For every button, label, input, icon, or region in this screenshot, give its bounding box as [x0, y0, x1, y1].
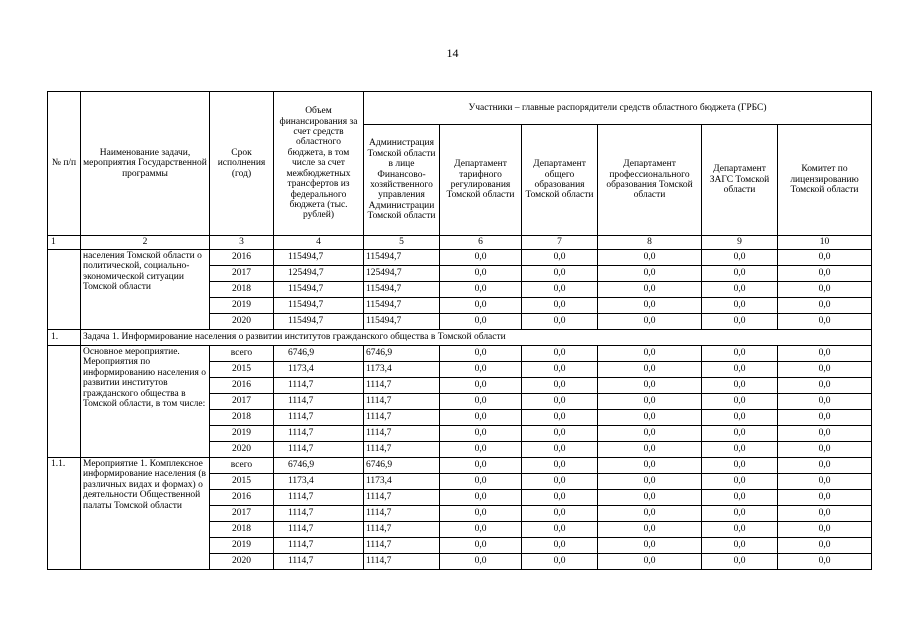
row-value: 1114,7 [364, 506, 440, 522]
row-value: 0,0 [598, 426, 702, 442]
row-value: 0,0 [778, 426, 872, 442]
row-value: 0,0 [522, 554, 598, 570]
row-value: 0,0 [778, 362, 872, 378]
row-year: всего [210, 458, 274, 474]
column-index: 1 [48, 236, 81, 250]
row-name: населения Томской области о политической, социально-экономической ситуации Томской области [81, 250, 210, 330]
row-value: 0,0 [522, 298, 598, 314]
row-total: 115494,7 [274, 250, 364, 266]
row-value: 1173,4 [364, 474, 440, 490]
row-value: 1114,7 [364, 442, 440, 458]
row-total: 1173,4 [274, 362, 364, 378]
row-value: 0,0 [598, 394, 702, 410]
row-value: 1114,7 [364, 410, 440, 426]
row-year: 2015 [210, 474, 274, 490]
row-value: 0,0 [598, 458, 702, 474]
row-value: 0,0 [522, 410, 598, 426]
row-value: 0,0 [522, 522, 598, 538]
row-year: 2017 [210, 394, 274, 410]
table-header [48, 92, 872, 250]
row-total: 6746,9 [274, 458, 364, 474]
row-value: 0,0 [598, 522, 702, 538]
row-value: 0,0 [702, 426, 778, 442]
row-value: 0,0 [522, 426, 598, 442]
row-value: 0,0 [440, 458, 522, 474]
column-index: 2 [81, 236, 210, 250]
row-value: 1114,7 [364, 490, 440, 506]
row-value: 0,0 [522, 394, 598, 410]
row-value: 115494,7 [364, 298, 440, 314]
row-value: 0,0 [778, 554, 872, 570]
row-value: 0,0 [702, 410, 778, 426]
row-number [48, 250, 81, 330]
row-value: 0,0 [440, 346, 522, 362]
row-value: 0,0 [778, 346, 872, 362]
row-value: 0,0 [702, 346, 778, 362]
col-num-header: № п/п [48, 92, 81, 236]
row-value: 0,0 [440, 362, 522, 378]
table-row [48, 458, 872, 474]
row-value: 0,0 [778, 474, 872, 490]
row-value: 0,0 [598, 538, 702, 554]
row-value: 0,0 [522, 250, 598, 266]
row-year: 2017 [210, 266, 274, 282]
row-value: 0,0 [778, 266, 872, 282]
participants-header: Участники – главные распорядители средств областного бюджета (ГРБС) [364, 92, 872, 125]
row-year: 2019 [210, 426, 274, 442]
row-value: 0,0 [778, 250, 872, 266]
row-year: 2020 [210, 554, 274, 570]
row-total: 1114,7 [274, 410, 364, 426]
row-year: 2018 [210, 282, 274, 298]
col-term-header: Срок исполнения (год) [210, 92, 274, 236]
grbs-header: Комитет по лицензированию Томской области [778, 125, 872, 236]
row-total: 1114,7 [274, 490, 364, 506]
row-value: 0,0 [440, 410, 522, 426]
row-value: 0,0 [440, 554, 522, 570]
row-value: 0,0 [778, 506, 872, 522]
row-name: Основное мероприятие. Мероприятия по информированию населения о развитии институтов гражданского общества в Томской области, в том числе: [81, 346, 210, 458]
row-value: 0,0 [598, 378, 702, 394]
row-value: 0,0 [440, 282, 522, 298]
row-year: 2019 [210, 538, 274, 554]
row-value: 0,0 [440, 250, 522, 266]
row-total: 115494,7 [274, 298, 364, 314]
row-total: 1114,7 [274, 394, 364, 410]
program-table [47, 91, 872, 570]
row-year: 2018 [210, 522, 274, 538]
row-total: 125494,7 [274, 266, 364, 282]
row-value: 1114,7 [364, 394, 440, 410]
row-value: 0,0 [702, 298, 778, 314]
row-year: 2020 [210, 442, 274, 458]
row-value: 0,0 [702, 282, 778, 298]
row-value: 1114,7 [364, 522, 440, 538]
column-index: 7 [522, 236, 598, 250]
row-value: 0,0 [440, 394, 522, 410]
column-index: 5 [364, 236, 440, 250]
row-value: 1114,7 [364, 378, 440, 394]
row-value: 0,0 [598, 266, 702, 282]
row-value: 0,0 [778, 410, 872, 426]
row-value: 1114,7 [364, 554, 440, 570]
row-value: 0,0 [522, 474, 598, 490]
row-total: 1173,4 [274, 474, 364, 490]
task-number: 1. [48, 330, 81, 346]
row-value: 0,0 [598, 314, 702, 330]
row-value: 125494,7 [364, 266, 440, 282]
row-value: 0,0 [440, 490, 522, 506]
row-value: 0,0 [702, 314, 778, 330]
table-body [48, 250, 872, 570]
row-value: 0,0 [440, 426, 522, 442]
row-value: 0,0 [522, 442, 598, 458]
row-value: 0,0 [522, 458, 598, 474]
column-index: 9 [702, 236, 778, 250]
row-value: 0,0 [702, 250, 778, 266]
row-year: 2016 [210, 378, 274, 394]
row-value: 0,0 [522, 282, 598, 298]
row-value: 0,0 [778, 378, 872, 394]
row-value: 1173,4 [364, 362, 440, 378]
column-index: 10 [778, 236, 872, 250]
row-total: 1114,7 [274, 554, 364, 570]
row-number: 1.1. [48, 458, 81, 570]
row-year: 2018 [210, 410, 274, 426]
row-value: 0,0 [598, 410, 702, 426]
task-row [48, 330, 872, 346]
column-index-row [48, 236, 872, 250]
row-total: 6746,9 [274, 346, 364, 362]
row-value: 6746,9 [364, 458, 440, 474]
grbs-header: Департамент ЗАГС Томской области [702, 125, 778, 236]
row-value: 0,0 [440, 298, 522, 314]
row-value: 0,0 [702, 522, 778, 538]
row-value: 115494,7 [364, 314, 440, 330]
row-value: 0,0 [522, 538, 598, 554]
row-year: 2017 [210, 506, 274, 522]
row-value: 0,0 [598, 506, 702, 522]
row-value: 0,0 [440, 522, 522, 538]
row-value: 0,0 [702, 394, 778, 410]
row-value: 0,0 [440, 266, 522, 282]
row-value: 0,0 [522, 266, 598, 282]
row-value: 115494,7 [364, 250, 440, 266]
grbs-header: Департамент тарифного регулирования Томской области [440, 125, 522, 236]
row-name: Мероприятие 1. Комплексное информирование населения (в различных видах и формах) о деятельности Общественной палаты Томской области [81, 458, 210, 570]
row-value: 0,0 [702, 362, 778, 378]
row-value: 0,0 [778, 538, 872, 554]
row-value: 0,0 [598, 474, 702, 490]
row-value: 0,0 [598, 346, 702, 362]
row-value: 0,0 [598, 442, 702, 458]
row-value: 0,0 [522, 314, 598, 330]
row-total: 1114,7 [274, 426, 364, 442]
row-year: 2015 [210, 362, 274, 378]
row-value: 0,0 [702, 474, 778, 490]
row-total: 1114,7 [274, 378, 364, 394]
row-year: 2019 [210, 298, 274, 314]
row-value: 0,0 [778, 282, 872, 298]
row-year: 2016 [210, 490, 274, 506]
row-value: 0,0 [440, 474, 522, 490]
row-value: 0,0 [522, 378, 598, 394]
row-year: 2016 [210, 250, 274, 266]
row-year: всего [210, 346, 274, 362]
column-index: 3 [210, 236, 274, 250]
row-year: 2020 [210, 314, 274, 330]
row-value: 0,0 [702, 490, 778, 506]
col-name-header: Наименование задачи, мероприятия Государственной программы [81, 92, 210, 236]
row-value: 0,0 [440, 314, 522, 330]
row-value: 0,0 [598, 250, 702, 266]
row-value: 0,0 [702, 378, 778, 394]
column-index: 6 [440, 236, 522, 250]
row-value: 0,0 [778, 458, 872, 474]
row-value: 0,0 [778, 394, 872, 410]
row-total: 1114,7 [274, 506, 364, 522]
row-value: 0,0 [702, 266, 778, 282]
row-total: 115494,7 [274, 314, 364, 330]
grbs-header: Администрация Томской области в лице Финансово-хозяйственного управления Администрации Томской области [364, 125, 440, 236]
row-number [48, 346, 81, 458]
table-row [48, 346, 872, 362]
row-value: 115494,7 [364, 282, 440, 298]
row-value: 0,0 [440, 506, 522, 522]
grbs-header: Департамент профессионального образования Томской области [598, 125, 702, 236]
row-value: 0,0 [778, 298, 872, 314]
row-total: 1114,7 [274, 522, 364, 538]
row-value: 0,0 [598, 362, 702, 378]
row-value: 0,0 [702, 538, 778, 554]
row-value: 0,0 [778, 522, 872, 538]
row-value: 0,0 [522, 346, 598, 362]
row-value: 0,0 [598, 490, 702, 506]
row-value: 0,0 [778, 442, 872, 458]
row-value: 0,0 [440, 378, 522, 394]
page-number: 14 [446, 46, 459, 60]
row-value: 1114,7 [364, 426, 440, 442]
row-total: 1114,7 [274, 538, 364, 554]
row-value: 0,0 [440, 442, 522, 458]
row-value: 0,0 [778, 490, 872, 506]
col-funding-header: Объем финансирования за счет средств областного бюджета, в том числе за счет межбюджетных трансфертов из федерального бюджета (тыс. рублей) [274, 92, 364, 236]
row-value: 0,0 [702, 554, 778, 570]
row-value: 0,0 [778, 314, 872, 330]
row-value: 0,0 [522, 506, 598, 522]
row-value: 6746,9 [364, 346, 440, 362]
row-value: 0,0 [522, 362, 598, 378]
row-value: 0,0 [598, 554, 702, 570]
row-value: 0,0 [702, 458, 778, 474]
row-value: 1114,7 [364, 538, 440, 554]
row-value: 0,0 [702, 506, 778, 522]
row-value: 0,0 [702, 442, 778, 458]
row-total: 115494,7 [274, 282, 364, 298]
row-value: 0,0 [522, 490, 598, 506]
task-title: Задача 1. Информирование населения о развитии институтов гражданского общества в Томской области [81, 330, 872, 346]
row-value: 0,0 [598, 282, 702, 298]
column-index: 4 [274, 236, 364, 250]
table-row [48, 250, 872, 266]
row-total: 1114,7 [274, 442, 364, 458]
column-index: 8 [598, 236, 702, 250]
grbs-header: Департамент общего образования Томской области [522, 125, 598, 236]
row-value: 0,0 [598, 298, 702, 314]
row-value: 0,0 [440, 538, 522, 554]
